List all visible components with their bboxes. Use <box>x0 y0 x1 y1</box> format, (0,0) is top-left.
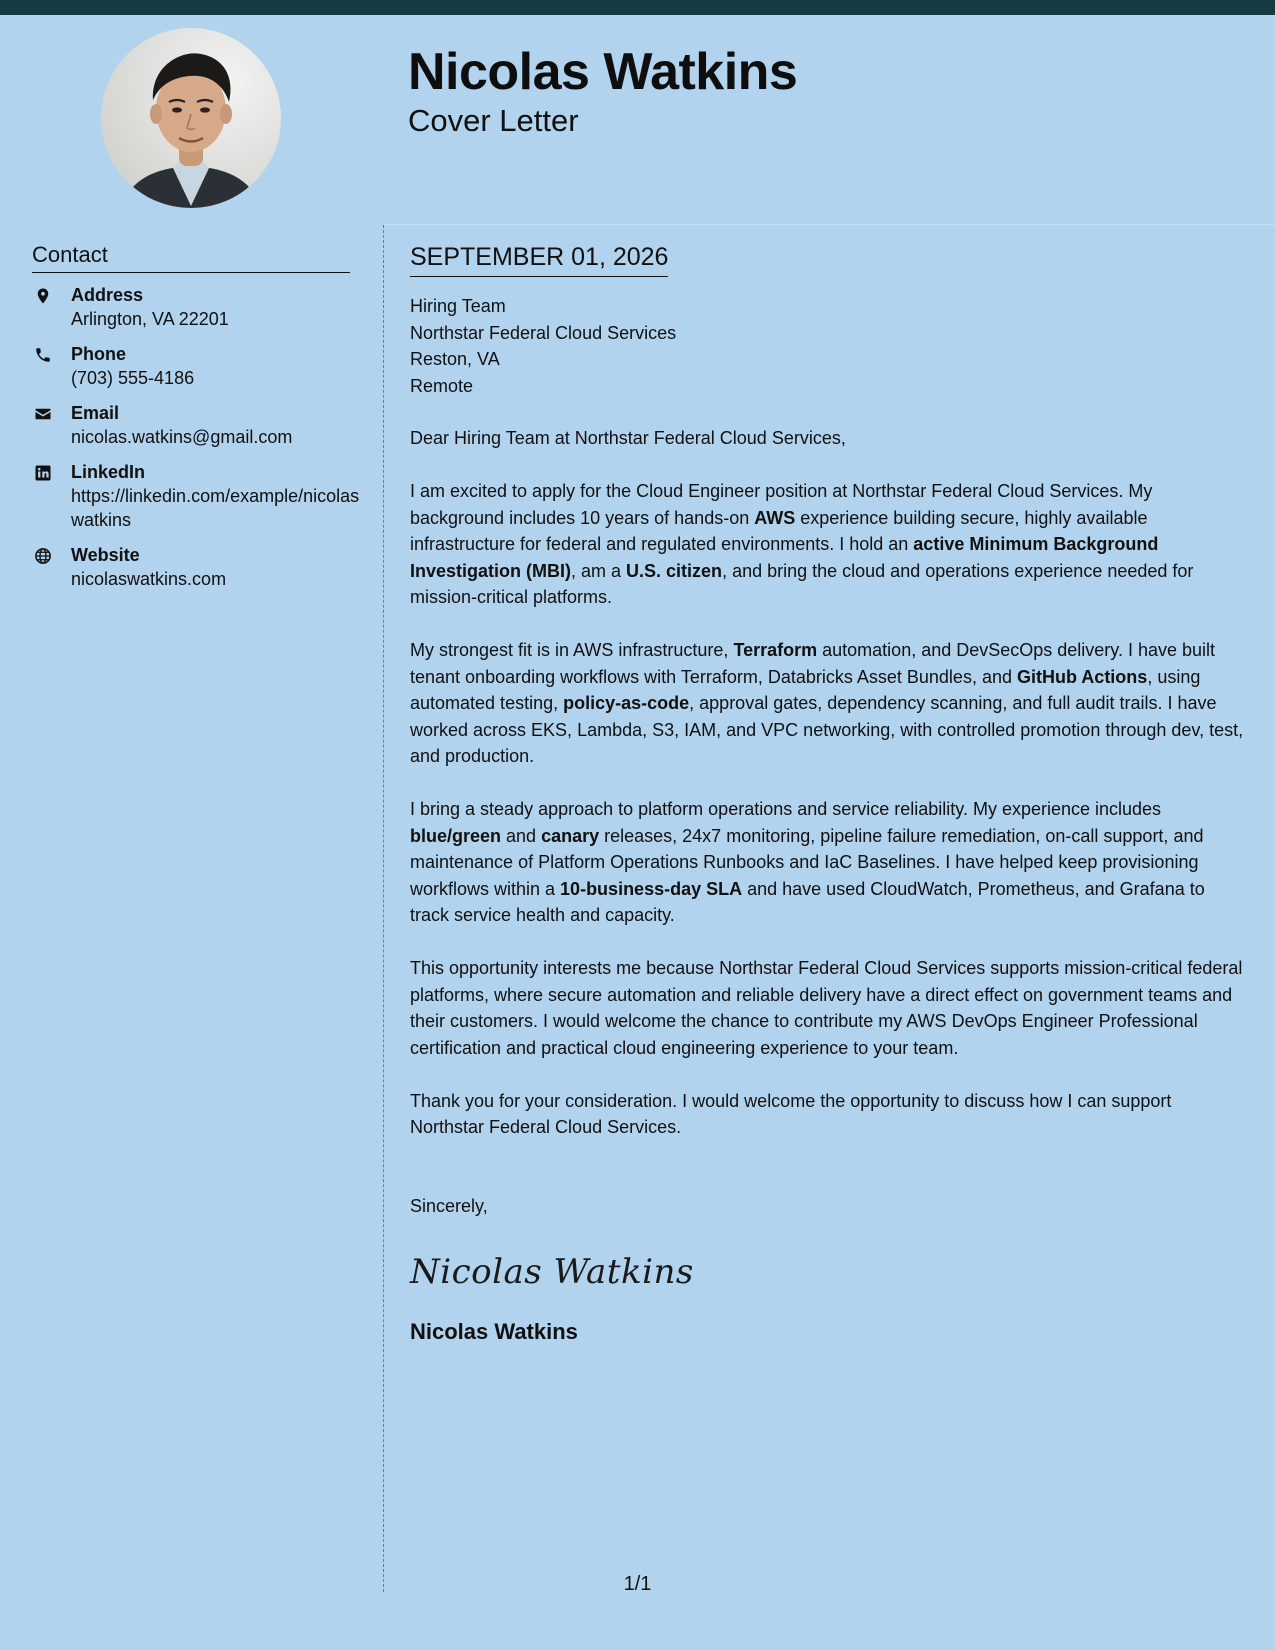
contact-section-title: Contact <box>32 240 350 273</box>
letter-paragraphs <box>410 478 1245 1141</box>
contact-label: Website <box>71 545 140 565</box>
text-run: , approval gates, dependency scanning, and full audit trails. I have worked across EKS, Lambda, S3, IAM, and VPC networking, with controlled promotion through dev, test, and production. <box>410 693 1244 766</box>
letter-paragraph <box>410 1088 1245 1141</box>
text-run: , and bring the cloud and operations experience needed for mission-critical platforms. <box>410 560 1194 607</box>
linkedin-icon <box>34 464 52 482</box>
signer-name: Nicolas Watkins <box>410 1319 578 1344</box>
contact-item-website <box>32 543 362 591</box>
top-bar <box>0 0 1275 15</box>
bold-text: active Minimum Background Investigation (MBI) <box>410 534 1159 581</box>
bold-text: policy-as-code <box>563 693 690 713</box>
recipient-line: Reston, VA <box>410 349 500 369</box>
recipient-line: Hiring Team <box>410 296 506 316</box>
text-run: and <box>501 825 542 846</box>
contact-label: Email <box>71 403 120 423</box>
contact-label: Phone <box>71 344 127 364</box>
letter-body <box>410 240 1245 1347</box>
letter-date: SEPTEMBER 01, 2026 <box>410 240 668 277</box>
text-run: releases, 24x7 monitoring, pipeline failure remediation, on-call support, and maintenance of Platform Operations Runbooks and IaC Baselines. I have helped keep provisioning workflows within a <box>410 825 1204 899</box>
contact-value: nicolas.watkins@gmail.com <box>71 427 293 447</box>
bold-text: U.S. citizen <box>626 560 723 581</box>
envelope-icon <box>34 405 52 423</box>
bold-text: Terraform <box>733 640 818 660</box>
text-run: and have used CloudWatch, Prometheus, and Grafana to track service health and capacity. <box>410 878 1205 925</box>
text-run: experience building secure, highly available infrastructure for federal and regulated environments. I hold an <box>410 507 1148 554</box>
column-divider <box>383 225 384 1592</box>
closing: Sincerely, <box>410 1195 488 1216</box>
letter-paragraph <box>410 637 1245 770</box>
text-run: I am excited to apply for the Cloud Engineer position at Northstar Federal Cloud Services. My background includes 10 years of hands-on <box>410 481 1153 528</box>
bold-text: canary <box>541 825 600 846</box>
contact-item-phone <box>32 342 362 390</box>
header-name: Nicolas Watkins <box>408 43 798 101</box>
salutation: Dear Hiring Team at Northstar Federal Cloud Services, <box>410 428 846 448</box>
text-run: Thank you for your consideration. I would welcome the opportunity to discuss how I can support Northstar Federal Cloud Services. <box>410 1090 1172 1137</box>
text-run: My strongest fit is in AWS infrastructure, <box>410 640 734 660</box>
bold-text: GitHub Actions <box>1016 666 1148 687</box>
profile-photo <box>101 28 281 208</box>
contact-list <box>32 283 362 602</box>
bold-text: blue/green <box>410 825 502 846</box>
map-pin-icon <box>34 287 52 305</box>
letter-paragraph <box>410 955 1245 1061</box>
bold-text: AWS <box>754 507 796 528</box>
contact-value: (703) 555-4186 <box>71 368 195 388</box>
text-run: automation, and DevSecOps delivery. I have built tenant onboarding workflows with Terraform, Databricks Asset Bundles, and <box>410 640 1216 687</box>
recipient-line: Northstar Federal Cloud Services <box>410 322 677 343</box>
letter-paragraph <box>410 796 1245 929</box>
contact-value: nicolaswatkins.com <box>71 569 227 589</box>
text-run: This opportunity interests me because Northstar Federal Cloud Services supports mission-critical federal platforms, where secure automation and reliable delivery have a direct effect on government teams and their customers. I would welcome the chance to contribute my AWS DevOps Engineer Professional certification and practical cloud engineering experience to your team. <box>410 958 1243 1058</box>
header-subtitle: Cover Letter <box>408 103 579 138</box>
recipient-line: Remote <box>410 375 474 396</box>
header-divider <box>384 224 1275 225</box>
contact-value: https://linkedin.com/example/nicolaswatkins <box>71 486 360 530</box>
bold-text: 10-business-day SLA <box>560 878 743 899</box>
recipient-address <box>410 293 1245 399</box>
phone-icon <box>34 346 52 364</box>
letter-paragraph <box>410 478 1245 611</box>
text-run: I bring a steady approach to platform operations and service reliability. My experience includes <box>410 799 1162 819</box>
contact-item-email <box>32 401 362 449</box>
contact-value: Arlington, VA 22201 <box>71 309 229 329</box>
handwritten-signature: Nicolas Watkins <box>410 1252 694 1292</box>
contact-item-linkedin <box>32 460 362 532</box>
text-run: , am a <box>571 560 627 581</box>
contact-label: LinkedIn <box>71 462 146 482</box>
contact-label: Address <box>71 285 144 305</box>
contact-item-address <box>32 283 362 331</box>
globe-icon <box>34 547 52 565</box>
page-number: 1/1 <box>623 1573 652 1595</box>
text-run: , using automated testing, <box>410 666 1201 713</box>
